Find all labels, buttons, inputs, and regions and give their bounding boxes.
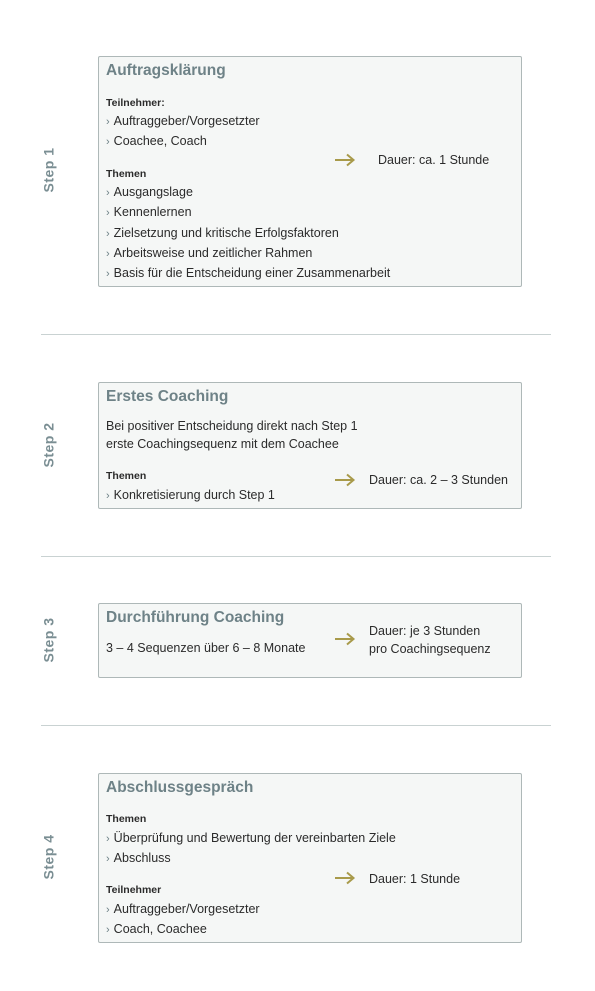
list-item: › Ausgangslage [106, 185, 193, 199]
list-item: › Coach, Coachee [106, 922, 207, 936]
chevron-right-icon: › [106, 924, 110, 936]
group-heading: Themen [106, 470, 147, 482]
chevron-right-icon: › [106, 116, 110, 128]
chevron-right-icon: › [106, 228, 110, 240]
list-item: › Auftraggeber/Vorgesetzter [106, 902, 260, 916]
divider [41, 556, 551, 557]
group-heading: Teilnehmer [106, 884, 162, 896]
description-line: Bei positiver Entscheidung direkt nach Step 1 [106, 419, 358, 433]
arrow-right-icon [334, 871, 356, 885]
description-line: erste Coachingsequenz mit dem Coachee [106, 437, 339, 451]
step-2-label: Step 2 [40, 422, 57, 468]
chevron-right-icon: › [106, 853, 110, 865]
chevron-right-icon: › [106, 248, 110, 260]
step-3-card [98, 603, 522, 678]
card-title: Durchführung Coaching [106, 609, 285, 626]
chevron-right-icon: › [106, 490, 110, 502]
step-2-card [98, 382, 522, 509]
step-4-label: Step 4 [40, 834, 57, 880]
list-item: › Konkretisierung durch Step 1 [106, 488, 275, 502]
step-1-card [98, 56, 522, 287]
list-item: › Überprüfung und Bewertung der vereinbarten Ziele [106, 831, 396, 845]
description-line: 3 – 4 Sequenzen über 6 – 8 Monate [106, 641, 306, 655]
list-item: › Basis für die Entscheidung einer Zusammenarbeit [106, 266, 391, 280]
duration: Dauer: 1 Stunde [369, 872, 461, 886]
duration: Dauer: ca. 1 Stunde [378, 153, 490, 167]
chevron-right-icon: › [106, 136, 110, 148]
chevron-right-icon: › [106, 187, 110, 199]
list-item: › Auftraggeber/Vorgesetzter [106, 114, 260, 128]
duration-line: Dauer: je 3 Stunden [369, 624, 481, 638]
arrow-right-icon [334, 473, 356, 487]
list-item: › Zielsetzung und kritische Erfolgsfaktoren [106, 226, 339, 240]
arrow-right-icon [334, 153, 356, 167]
list-item: › Abschluss [106, 851, 171, 865]
list-item: › Kennenlernen [106, 205, 192, 219]
group-heading: Themen [106, 168, 147, 180]
divider [41, 334, 551, 335]
duration-line: pro Coachingsequenz [369, 642, 491, 656]
card-title: Abschlussgespräch [106, 779, 254, 796]
chevron-right-icon: › [106, 833, 110, 845]
chevron-right-icon: › [106, 904, 110, 916]
list-item: › Arbeitsweise und zeitlicher Rahmen [106, 246, 313, 260]
chevron-right-icon: › [106, 207, 110, 219]
group-heading: Teilnehmer: [106, 97, 165, 109]
divider [41, 725, 551, 726]
step-4-card [98, 773, 522, 943]
chevron-right-icon: › [106, 268, 110, 280]
step-1-label: Step 1 [40, 147, 57, 193]
list-item: › Coachee, Coach [106, 134, 207, 148]
duration: Dauer: ca. 2 – 3 Stunden [369, 473, 508, 487]
arrow-right-icon [334, 632, 356, 646]
step-3-label: Step 3 [40, 617, 57, 663]
card-title: Auftragsklärung [106, 62, 226, 79]
group-heading: Themen [106, 813, 147, 825]
duration [369, 622, 491, 658]
card-title: Erstes Coaching [106, 388, 229, 405]
